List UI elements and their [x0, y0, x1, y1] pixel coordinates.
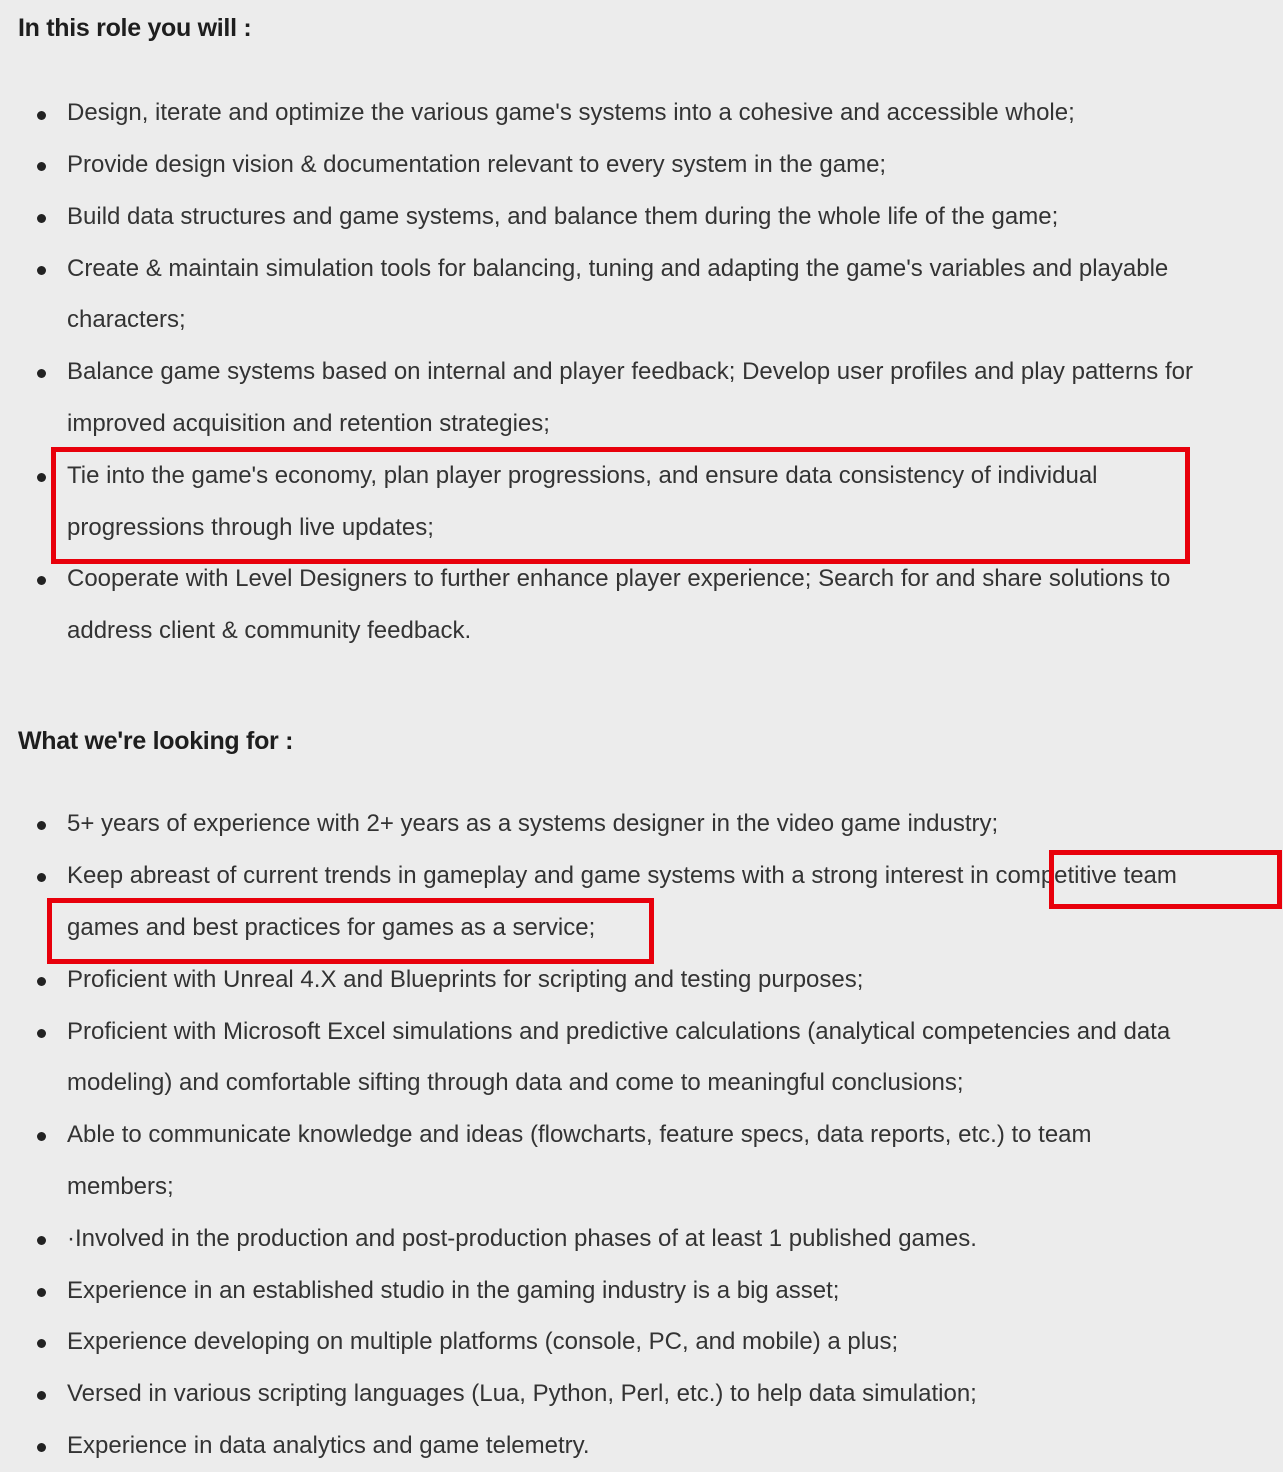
list-item-text: Versed in various scripting languages (Lua, Python, Perl, etc.) to help data simulation; — [67, 1380, 977, 1407]
bullet-dot — [37, 162, 46, 171]
bullet-dot — [37, 214, 46, 223]
list-item-text: Proficient with Unreal 4.X and Blueprints for scripting and testing purposes; — [67, 966, 864, 993]
bullet-dot — [37, 1132, 46, 1141]
list-item-text: ·Involved in the production and post-production phases of at least 1 published games. — [67, 1225, 977, 1252]
list-item-text: Cooperate with Level Designers to further enhance player experience; Search for and share solutions to — [67, 565, 1171, 592]
bullet-dot — [37, 1443, 46, 1452]
list-item-text: Tie into the game's economy, plan player progressions, and ensure data consistency of individual — [67, 462, 1098, 489]
list-item-text: Experience in data analytics and game telemetry. — [67, 1432, 590, 1459]
list-item-text: Experience developing on multiple platforms (console, PC, and mobile) a plus; — [67, 1328, 899, 1355]
list-item-text: Provide design vision & documentation relevant to every system in the game; — [67, 151, 887, 178]
list-item-text: address client & community feedback. — [67, 617, 472, 644]
list-item-text: Balance game systems based on internal and player feedback; Develop user profiles and play patterns for — [67, 358, 1193, 385]
bullet-dot — [37, 1236, 46, 1245]
list-item-text: Experience in an established studio in the gaming industry is a big asset; — [67, 1277, 840, 1304]
list-item-text: Build data structures and game systems, and balance them during the whole life of the game; — [67, 203, 1059, 230]
bullet-dot — [37, 873, 46, 882]
list-item-text: members; — [67, 1173, 174, 1200]
list-item-text: Create & maintain simulation tools for balancing, tuning and adapting the game's variables and playable — [67, 255, 1169, 282]
bullet-dot — [37, 111, 46, 120]
bullet-dot — [37, 821, 46, 830]
section-heading-requirements: What we're looking for : — [18, 727, 294, 755]
list-item-text: 5+ years of experience with 2+ years as a systems designer in the video game industry; — [67, 810, 999, 837]
bullet-dot — [37, 266, 46, 275]
list-item-text: characters; — [67, 306, 186, 333]
bullet-dot — [37, 576, 46, 585]
bullet-dot — [37, 1288, 46, 1297]
list-item-text: games and best practices for games as a service; — [67, 914, 596, 941]
bullet-dot — [37, 473, 46, 482]
list-item-text: Proficient with Microsoft Excel simulations and predictive calculations (analytical competencies and data — [67, 1018, 1171, 1045]
list-item-text: Design, iterate and optimize the various game's systems into a cohesive and accessible whole; — [67, 99, 1075, 126]
list-item-text: modeling) and comfortable sifting through data and come to meaningful conclusions; — [67, 1069, 964, 1096]
list-item-text: Able to communicate knowledge and ideas (flowcharts, feature specs, data reports, etc.) to team — [67, 1121, 1092, 1148]
bullet-dot — [37, 1339, 46, 1348]
bullet-dot — [37, 977, 46, 986]
list-item-text: improved acquisition and retention strategies; — [67, 410, 550, 437]
list-item-text: Keep abreast of current trends in gameplay and game systems with a strong interest in competitive team — [67, 862, 1177, 889]
list-item-text: progressions through live updates; — [67, 514, 434, 541]
bullet-dot — [37, 1391, 46, 1400]
bullet-dot — [37, 369, 46, 378]
section-heading-role: In this role you will : — [18, 14, 252, 42]
bullet-dot — [37, 1029, 46, 1038]
